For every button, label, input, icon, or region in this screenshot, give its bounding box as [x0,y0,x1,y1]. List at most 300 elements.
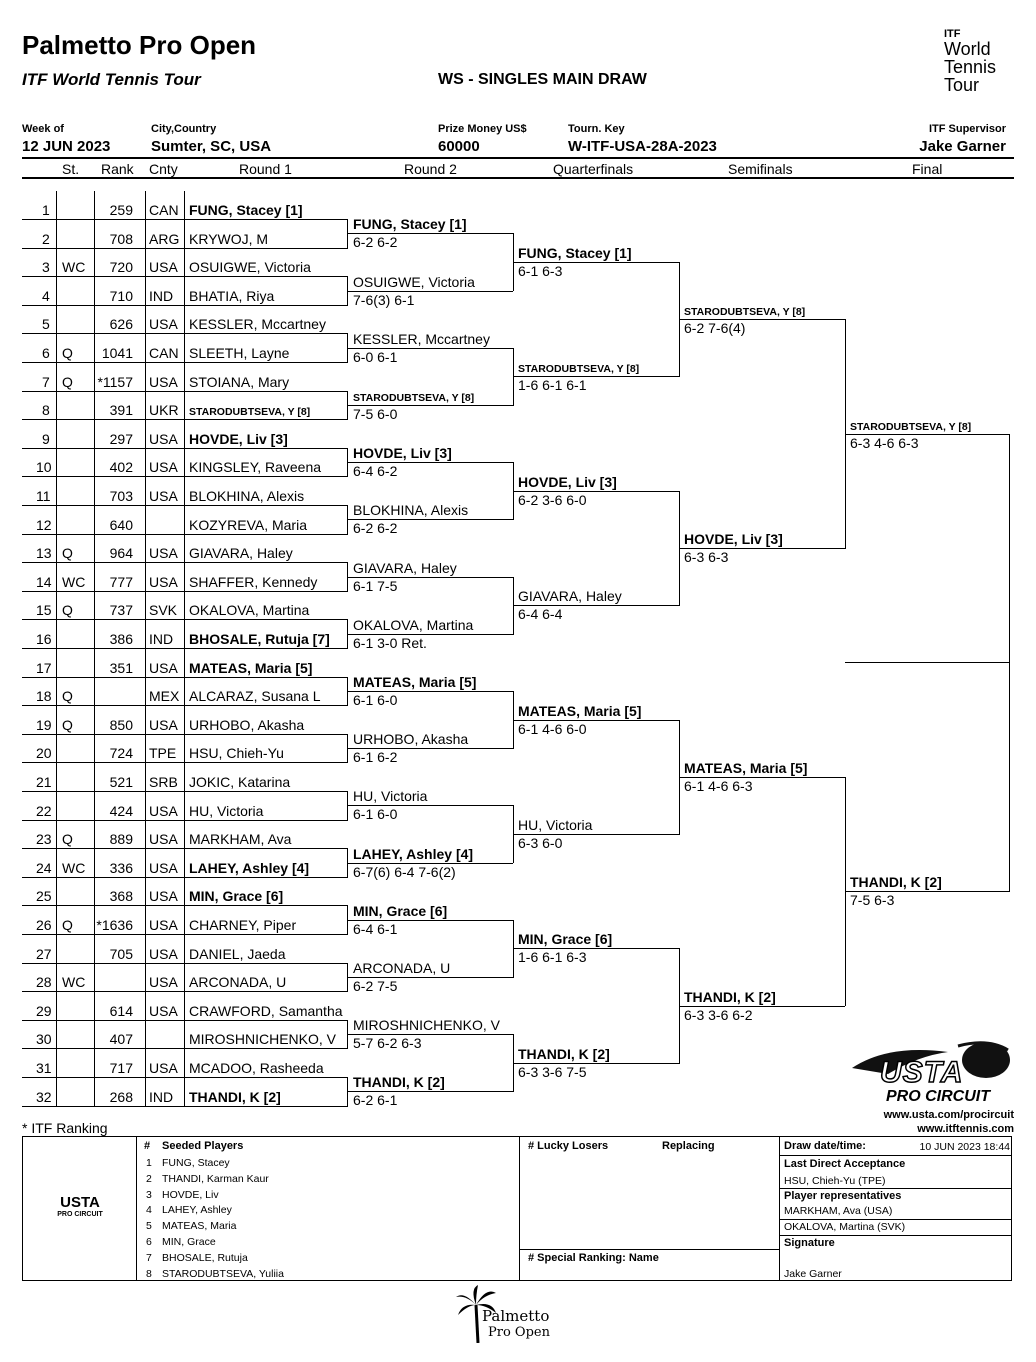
col-sep-cnty [145,734,146,763]
player-name[interactable]: KINGSLEY, Raveena [189,459,322,476]
seed-number: 1 [146,1157,152,1169]
player-name[interactable]: CHARNEY, Piper [189,917,297,933]
col-sep-rank [94,677,95,706]
col-sep-st [56,906,57,935]
player-name[interactable]: HU, Victoria [189,802,264,819]
col-sep-st [56,677,57,706]
draw-position: 10 [36,459,52,476]
col-sep-cnty [145,1020,146,1049]
col-header-country: Cnty [149,161,178,177]
itf-logo-line-3: Tennis [944,57,997,77]
player-rank: 1041 [101,345,133,361]
col-sep-name [184,849,185,878]
entry-status: Q [62,373,73,390]
signature-value: Jake Garner [784,1268,842,1280]
entry-status: Q [62,602,73,619]
draw-name: WS - SINGLES MAIN DRAW [438,71,647,88]
player-rank: 268 [109,1088,133,1105]
col-sep-st [56,506,57,535]
col-sep-rank [94,849,95,878]
draw-position: 19 [36,716,52,733]
player-name[interactable]: JOKIC, Katarina [189,774,291,790]
footer-right-divider-1 [779,1155,1012,1156]
player-name[interactable]: MIN, Grace [6] [189,888,284,905]
round2-winner-name[interactable]: BLOKHINA, Alexis [353,502,469,519]
player-country: USA [149,859,178,876]
draw-position: 16 [36,631,52,647]
player-name[interactable]: FUNG, Stacey [1] [189,202,303,218]
entry-status: Q [62,345,73,361]
col-sep-rank [94,534,95,563]
champion-line [845,662,1009,663]
footer-divider-3 [779,1136,780,1281]
round2-score: 6-4 6-2 [353,463,398,480]
player-name[interactable]: OSUIGWE, Victoria [189,259,311,276]
round2-score: 6-1 7-5 [353,577,398,594]
round2-winner-name[interactable]: MIN, Grace [6] [353,902,448,919]
player-rank: 402 [109,459,133,476]
player-name[interactable]: MCADOO, Rasheeda [189,1060,324,1076]
col-sep-name [184,1049,185,1078]
player-name[interactable]: KESSLER, Mccartney [189,316,326,333]
col-sep-rank [94,706,95,735]
seed-player-name: STARODUBTSEVA, Yuliia [162,1267,284,1280]
round2-winner-name[interactable]: MIROSHNICHENKO, V [353,1017,501,1034]
draw-position: 2 [42,230,50,247]
col-sep-cnty [145,906,146,935]
player-name[interactable]: CRAWFORD, Samantha [189,1002,343,1019]
col-sep-name [184,792,185,821]
player-rank: 724 [109,745,133,762]
col-sep-cnty [145,877,146,906]
player-rank: 336 [109,859,133,876]
week-value: 12 JUN 2023 [22,138,111,155]
player-country: UKR [149,402,179,419]
seed-number: 7 [146,1251,152,1264]
col-sep-cnty [145,706,146,735]
player-name[interactable]: ALCARAZ, Susana L [189,688,321,705]
round2-score: 6-2 6-2 [353,520,398,537]
col-sep-st [56,1049,57,1078]
draw-position: 8 [42,402,50,419]
seed-number: 3 [146,1188,152,1201]
header-divider [22,157,1014,159]
supervisor-label: ITF Supervisor [928,123,1006,135]
player-name[interactable]: MIROSHNICHENKO, V [189,1031,337,1048]
col-sep-cnty [145,420,146,449]
col-sep-st [56,763,57,792]
col-sep-name [184,877,185,906]
final-connector-vertical [1009,434,1010,893]
player-rank: 705 [109,945,133,962]
round2-score: 6-1 6-0 [353,806,398,823]
player-rank: 386 [109,631,133,647]
col-sep-rank [94,649,95,678]
player-rank: 640 [109,516,133,533]
col-sep-name [184,363,185,392]
player-rank: 850 [109,716,133,733]
col-sep-st [56,849,57,878]
player-name[interactable]: HSU, Chieh-Yu [189,745,284,762]
col-sep-cnty [145,448,146,477]
semifinal-winner-name[interactable]: HOVDE, Liv [3] [684,530,783,547]
col-sep-name [184,448,185,477]
col-sep-cnty [145,363,146,392]
col-sep-rank [94,591,95,620]
quarterfinal-score: 6-1 6-3 [518,262,563,279]
quarterfinal-winner-name[interactable]: MATEAS, Maria [5] [518,702,642,719]
quarterfinal-winner-name[interactable]: MIN, Grace [6] [518,931,613,948]
draw-position: 26 [36,917,52,933]
player-country: USA [149,430,178,447]
col-sep-st [56,820,57,849]
col-sep-st [56,992,57,1021]
seed-player-name: MATEAS, Maria [162,1220,237,1233]
col-sep-cnty [145,506,146,535]
player-country: IND [149,287,174,304]
col-sep-st [56,448,57,477]
signature-label: Signature [784,1237,835,1249]
col-header-semifinals: Semifinals [728,161,793,177]
player-representatives-label: Player representatives [784,1190,902,1202]
draw-date-value: 10 JUN 2023 18:44 [919,1141,1010,1153]
player-name[interactable]: URHOBO, Akasha [189,716,305,733]
usta-pro-circuit-logo [848,1038,1016,1108]
semifinal-score: 6-1 4-6 6-3 [684,777,753,794]
col-sep-st [56,534,57,563]
player-name[interactable]: ARCONADA, U [189,974,287,991]
col-sep-st [56,963,57,992]
player-rank: 407 [109,1031,133,1048]
round2-winner-name[interactable]: THANDI, K [2] [353,1074,445,1091]
col-sep-name [184,620,185,649]
itf-url[interactable]: www.itftennis.com [917,1123,1014,1135]
col-sep-name [184,534,185,563]
round2-winner-name[interactable]: URHOBO, Akasha [353,731,469,748]
quarterfinal-winner-name[interactable]: FUNG, Stacey [1] [518,244,632,261]
player-rep-1: MARKHAM, Ava (USA) [784,1205,893,1217]
col-sep-cnty [145,1078,146,1107]
player-name[interactable]: HOVDE, Liv [3] [189,430,288,447]
col-sep-rank [94,877,95,906]
usta-url[interactable]: www.usta.com/procircuit [883,1109,1014,1121]
quarterfinal-winner-name[interactable]: HOVDE, Liv [3] [518,473,617,490]
quarterfinal-winner-name[interactable]: STARODUBTSEVA, Y [8] [518,363,640,376]
final-player-name[interactable]: STARODUBTSEVA, Y [8] [850,420,972,433]
last-direct-acceptance-value: HSU, Chieh-Yu (TPE) [784,1175,886,1187]
draw-position: 24 [36,859,52,876]
col-sep-cnty [145,563,146,592]
col-sep-name [184,649,185,678]
player-name[interactable]: DANIEL, Jaeda [189,945,286,962]
round2-score: 6-1 6-2 [353,749,398,766]
player-name[interactable]: BHOSALE, Rutuja [7] [189,631,330,647]
col-sep-cnty [145,391,146,420]
col-sep-rank [94,420,95,449]
quarterfinal-winner-name[interactable]: HU, Victoria [518,816,593,833]
col-sep-name [184,506,185,535]
player-name[interactable]: SLEETH, Layne [189,345,290,361]
entry-status: Q [62,545,73,562]
pro-circuit-text: PRO CIRCUIT [886,1088,990,1105]
col-sep-st [56,1078,57,1107]
draw-position: 20 [36,745,52,762]
player-rank: 737 [109,602,133,619]
player-name[interactable]: STARODUBTSEVA, Y [8] [189,406,311,419]
col-header-round2: Round 2 [404,161,457,177]
col-sep-rank [94,820,95,849]
quarterfinal-score: 6-3 3-6 7-5 [518,1063,587,1080]
col-sep-cnty [145,534,146,563]
col-sep-cnty [145,334,146,363]
round2-score: 6-0 6-1 [353,348,398,365]
col-sep-rank [94,1049,95,1078]
col-sep-cnty [145,792,146,821]
round2-winner-name[interactable]: GIAVARA, Haley [353,559,457,576]
player-rank: 717 [109,1060,133,1076]
col-sep-rank [94,935,95,964]
player-name[interactable]: OKALOVA, Martina [189,602,310,619]
round2-winner-name[interactable]: STARODUBTSEVA, Y [8] [353,391,475,404]
player-name[interactable]: LAHEY, Ashley [4] [189,859,310,876]
col-sep-cnty [145,620,146,649]
player-country: USA [149,716,178,733]
entry-status: Q [62,716,73,733]
player-country: USA [149,316,178,333]
footer-usta-logo-text: USTA [60,1194,100,1211]
entry-status: WC [62,859,86,876]
draw-date-label: Draw date/time: [784,1140,866,1152]
round2-score: 6-4 6-1 [353,920,398,937]
seed-number: 5 [146,1220,152,1233]
col-sep-st [56,220,57,249]
seed-player-name: HOVDE, Liv [162,1188,219,1201]
player-name[interactable]: THANDI, K [2] [189,1088,281,1105]
player-country: MEX [149,688,180,705]
player-country: USA [149,802,178,819]
semifinal-score: 6-2 7-6(4) [684,320,746,337]
seeded-hash: # [144,1140,151,1152]
quarterfinal-winner-name[interactable]: GIAVARA, Haley [518,588,622,605]
col-sep-name [184,906,185,935]
prize-value: 60000 [438,138,480,155]
draw-position: 3 [42,259,50,276]
col-header-final: Final [912,161,943,177]
player-country: USA [149,573,178,590]
col-sep-st [56,305,57,334]
round2-score: 5-7 6-2 6-3 [353,1035,422,1052]
round2-winner-name[interactable]: LAHEY, Ashley [4] [353,845,474,862]
player-country: ARG [149,230,180,247]
player-country: TPE [149,745,177,762]
final-player-name[interactable]: THANDI, K [2] [850,874,942,891]
col-sep-name [184,706,185,735]
col-sep-rank [94,763,95,792]
city-label: City,Country [151,123,217,135]
col-sep-name [184,277,185,306]
player-rank: 614 [109,1002,133,1019]
col-sep-name [184,820,185,849]
draw-position: 31 [36,1060,52,1076]
col-sep-st [56,391,57,420]
col-sep-st [56,877,57,906]
col-sep-rank [94,506,95,535]
semifinal-winner-name[interactable]: MATEAS, Maria [5] [684,759,808,776]
itf-logo-line-1: ITF [944,28,961,40]
col-sep-st [56,420,57,449]
col-sep-st [56,563,57,592]
draw-position: 5 [42,316,50,333]
player-country: USA [149,373,178,390]
player-rep-2: OKALOVA, Martina (SVK) [784,1221,906,1233]
col-sep-st [56,706,57,735]
entry-status: WC [62,974,86,991]
player-country: IND [149,631,174,647]
col-sep-st [56,477,57,506]
draw-position: 30 [36,1031,52,1048]
col-sep-st [56,1020,57,1049]
draw-position: 12 [36,516,52,533]
player-country: USA [149,945,178,962]
usta-logo-text: USTA [880,1056,964,1089]
round2-winner-name[interactable]: MATEAS, Maria [5] [353,673,477,690]
final-score: 7-5 6-3 [850,892,895,909]
round2-score: 6-1 3-0 Ret. [353,634,427,651]
seed-number: 6 [146,1236,152,1248]
round2-winner-name[interactable]: OKALOVA, Martina [353,616,474,633]
replacing-title: Replacing [662,1140,715,1152]
footer-right-divider-3 [779,1219,1012,1220]
col-sep-rank [94,906,95,935]
entry-status: Q [62,917,73,933]
palmetto-logo-line-1: Palmetto [482,1307,550,1325]
col-sep-cnty [145,820,146,849]
tour-subtitle: ITF World Tennis Tour [22,70,201,89]
player-country: USA [149,488,178,504]
player-country: USA [149,259,178,276]
col-sep-name [184,334,185,363]
col-sep-name [184,191,185,220]
quarterfinal-score: 1-6 6-1 6-1 [518,377,587,394]
round2-winner-name[interactable]: FUNG, Stacey [1] [353,216,467,233]
player-country: CAN [149,345,179,361]
player-name[interactable]: MARKHAM, Ava [189,831,292,848]
seed-player-name: BHOSALE, Rutuja [162,1251,248,1264]
itf-ranking-footnote: * ITF Ranking [22,1120,108,1136]
quarterfinal-winner-name[interactable]: THANDI, K [2] [518,1045,610,1062]
player-rank: 297 [109,430,133,447]
player-country: USA [149,659,178,676]
tourn-key-value: W-ITF-USA-28A-2023 [568,138,717,155]
round2-winner-name[interactable]: ARCONADA, U [353,959,451,976]
city-value: Sumter, SC, USA [151,138,272,155]
col-sep-name [184,992,185,1021]
seed-player-name: LAHEY, Ashley [162,1204,232,1217]
col-sep-cnty [145,1049,146,1078]
col-sep-st [56,792,57,821]
round2-winner-name[interactable]: HU, Victoria [353,788,428,805]
player-rank: 368 [109,888,133,905]
player-name[interactable]: MATEAS, Maria [5] [189,659,313,676]
col-sep-rank [94,620,95,649]
col-sep-cnty [145,477,146,506]
col-sep-st [56,363,57,392]
col-sep-st [56,620,57,649]
draw-position: 13 [36,545,52,562]
player-rank: 521 [109,774,133,790]
player-name[interactable]: STOIANA, Mary [189,373,290,390]
round2-winner-name[interactable]: KESSLER, Mccartney [353,330,490,347]
player-name[interactable]: BHATIA, Riya [189,287,275,304]
draw-position: 4 [42,287,50,304]
player-name[interactable]: KOZYREVA, Maria [189,516,307,533]
draw-position: 22 [36,802,52,819]
player-rank: 626 [109,316,133,333]
col-sep-st [56,591,57,620]
col-sep-rank [94,220,95,249]
col-sep-name [184,963,185,992]
player-rank: 964 [109,545,133,562]
seed-number: 2 [146,1172,152,1185]
col-sep-rank [94,1020,95,1049]
col-sep-name [184,563,185,592]
player-country: USA [149,974,178,991]
player-name[interactable]: KRYWOJ, M [189,230,269,247]
semifinal-winner-name[interactable]: THANDI, K [2] [684,988,776,1005]
col-sep-cnty [145,220,146,249]
semifinal-winner-name[interactable]: STARODUBTSEVA, Y [8] [684,306,806,319]
seed-number: 8 [146,1267,152,1280]
player-name[interactable]: BLOKHINA, Alexis [189,488,305,504]
seed-player-name: MIN, Grace [162,1236,216,1248]
col-sep-st [56,334,57,363]
entry-status: WC [62,259,86,276]
col-sep-cnty [145,963,146,992]
col-sep-name [184,248,185,277]
draw-position: 21 [36,774,52,790]
col-sep-name [184,591,185,620]
col-sep-rank [94,963,95,992]
col-header-status: St. [62,161,80,177]
footer-right-divider-4 [779,1235,1012,1236]
seed-number: 4 [146,1204,152,1217]
week-label: Week of [22,123,64,135]
col-sep-name [184,305,185,334]
draw-position: 7 [42,373,50,390]
prize-label: Prize Money US$ [438,123,527,135]
player-name[interactable]: GIAVARA, Haley [189,545,293,562]
player-country: USA [149,459,178,476]
round2-winner-name[interactable]: OSUIGWE, Victoria [353,273,475,290]
col-sep-rank [94,734,95,763]
col-sep-cnty [145,191,146,220]
player-rank: 889 [109,831,133,848]
draw-position: 18 [36,688,52,705]
col-sep-rank [94,305,95,334]
round2-winner-name[interactable]: HOVDE, Liv [3] [353,445,452,462]
final-score: 6-3 4-6 6-3 [850,434,919,451]
entry-status: Q [62,688,73,705]
footer-right-divider-2 [779,1188,1012,1189]
col-sep-rank [94,363,95,392]
draw-position: 29 [36,1002,52,1019]
player-name[interactable]: SHAFFER, Kennedy [189,573,318,590]
player-country: SVK [149,602,178,619]
footer-usta-logo-sub: PRO CIRCUIT [57,1211,103,1218]
col-header-rank: Rank [101,161,134,177]
draw-position: 28 [36,974,52,991]
round2-score: 6-2 6-1 [353,1092,398,1109]
